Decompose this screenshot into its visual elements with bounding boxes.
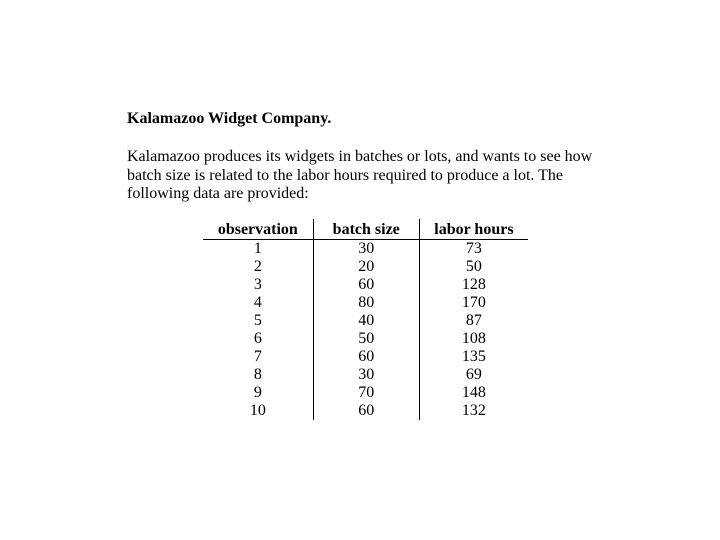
cell-observation: 6: [203, 330, 313, 348]
cell-observation: 1: [203, 240, 313, 259]
table-row: [203, 258, 528, 276]
cell-observation: 5: [203, 312, 313, 330]
cell-batch-size: 60: [313, 348, 419, 366]
table-row: [203, 294, 528, 312]
intro-line-2: batch size is related to the labor hours required to produce a lot. The: [127, 166, 563, 184]
cell-observation: 4: [203, 294, 313, 312]
column-header-batch-size: batch size: [313, 219, 419, 240]
intro-line-3: following data are provided:: [127, 185, 309, 202]
cell-labor-hours: 132: [461, 402, 486, 419]
cell-observation: 2: [203, 258, 313, 276]
table-row: [203, 348, 528, 366]
cell-labor-hours: 87: [465, 312, 482, 329]
cell-observation: 9: [203, 384, 313, 402]
table-row: [203, 384, 528, 402]
document-title: Kalamazoo Widget Company.: [127, 110, 332, 127]
intro-line-1: Kalamazoo produces its widgets in batches or lots, and wants to see how: [127, 148, 593, 165]
cell-labor-hours: 50: [465, 258, 482, 275]
cell-labor-hours: 135: [461, 348, 486, 365]
cell-labor-hours: 128: [461, 276, 486, 293]
cell-observation: 3: [203, 276, 313, 294]
table-row: [203, 402, 528, 420]
intro-paragraph: [127, 148, 592, 204]
cell-labor-hours: 148: [461, 384, 486, 401]
cell-batch-size: 20: [313, 258, 419, 276]
cell-labor-hours: 73: [465, 240, 482, 257]
table-row: [203, 330, 528, 348]
table-row: [203, 366, 528, 384]
cell-observation: 8: [203, 366, 313, 384]
cell-batch-size: 50: [313, 330, 419, 348]
cell-batch-size: 30: [313, 240, 419, 259]
data-table-container: [203, 219, 528, 420]
table-row: [203, 276, 528, 294]
cell-observation: 7: [203, 348, 313, 366]
table-row: [203, 240, 528, 259]
column-header-labor-hours: labor hours: [419, 219, 528, 240]
table-row: [203, 312, 528, 330]
cell-batch-size: 80: [313, 294, 419, 312]
cell-batch-size: 30: [313, 366, 419, 384]
table-header-row: [203, 219, 528, 240]
cell-batch-size: 60: [313, 276, 419, 294]
column-header-observation: observation: [203, 219, 313, 240]
cell-batch-size: 60: [313, 402, 419, 420]
data-table: [203, 219, 528, 420]
cell-observation: 10: [203, 402, 313, 420]
cell-labor-hours: 69: [465, 366, 482, 383]
cell-batch-size: 70: [313, 384, 419, 402]
cell-labor-hours: 108: [461, 330, 486, 347]
cell-batch-size: 40: [313, 312, 419, 330]
cell-labor-hours: 170: [461, 294, 486, 311]
